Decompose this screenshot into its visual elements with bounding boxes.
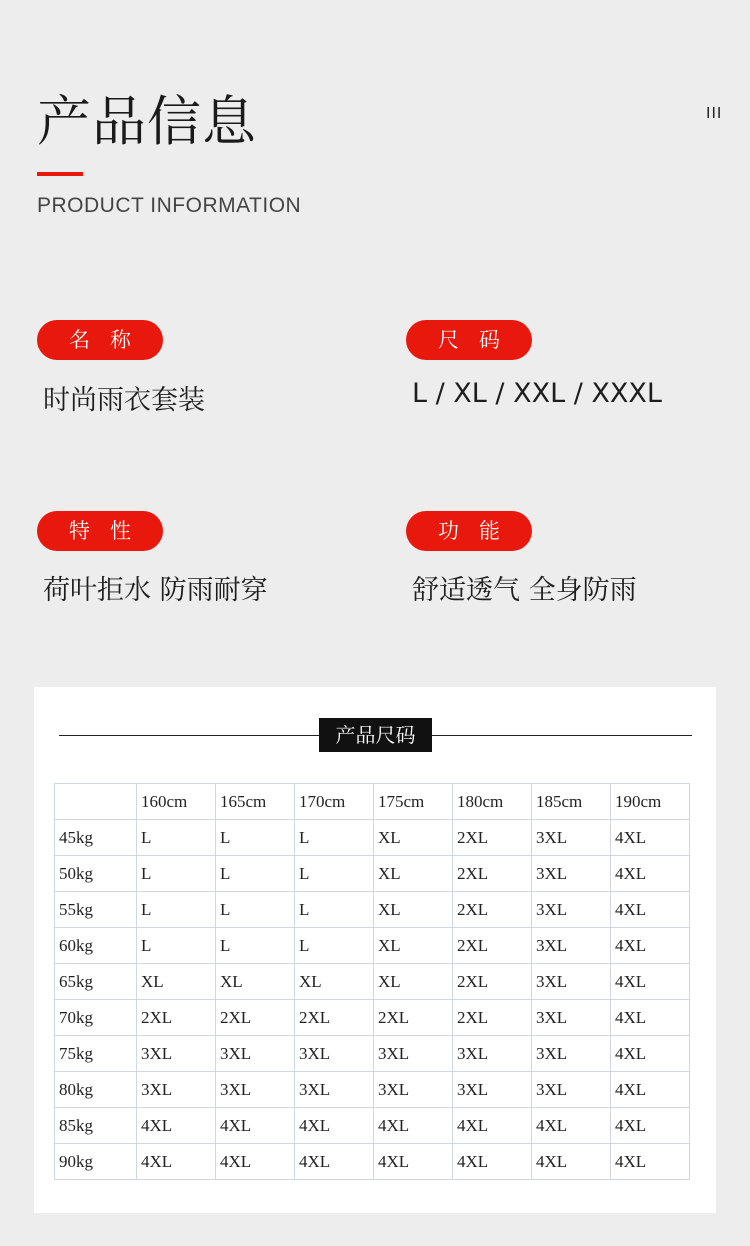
table-cell: L (295, 856, 374, 892)
size-chart-title: 产品尺码 (319, 718, 432, 752)
page-title: 产品信息 (37, 90, 257, 153)
table-cell: 4XL (611, 964, 690, 1000)
table-cell: 2XL (453, 964, 532, 1000)
label-size: 尺码 (406, 320, 532, 360)
table-header-cell (55, 784, 137, 820)
table-cell: L (137, 928, 216, 964)
table-cell: 3XL (532, 856, 611, 892)
page-subtitle: PRODUCT INFORMATION (37, 194, 302, 217)
table-header-cell: 170cm (295, 784, 374, 820)
divider-left (59, 735, 319, 736)
table-cell: 3XL (453, 1036, 532, 1072)
table-cell: 3XL (374, 1036, 453, 1072)
table-header-row (55, 784, 690, 820)
table-row-label: 50kg (55, 856, 137, 892)
table-cell: XL (295, 964, 374, 1000)
table-cell: 2XL (453, 820, 532, 856)
table-cell: 2XL (374, 1000, 453, 1036)
table-header-cell: 165cm (216, 784, 295, 820)
table-cell: 3XL (453, 1072, 532, 1108)
value-feature: 荷叶拒水 防雨耐穿 (43, 575, 268, 606)
table-cell: 2XL (137, 1000, 216, 1036)
table-cell: XL (374, 820, 453, 856)
table-cell: 4XL (532, 1108, 611, 1144)
table-cell: L (295, 928, 374, 964)
table-cell: 4XL (453, 1144, 532, 1180)
table-row (55, 1108, 690, 1144)
label-function: 功能 (406, 511, 532, 551)
table-cell: 3XL (137, 1072, 216, 1108)
table-cell: L (216, 892, 295, 928)
table-cell: 2XL (453, 856, 532, 892)
table-cell: 4XL (611, 1000, 690, 1036)
table-cell: 4XL (611, 892, 690, 928)
value-size: L / XL / XXL / XXXL (412, 378, 662, 409)
corner-mark: III (706, 105, 723, 122)
table-cell: 3XL (532, 1036, 611, 1072)
table-cell: 2XL (453, 892, 532, 928)
table-cell: 4XL (611, 820, 690, 856)
table-cell: 3XL (295, 1072, 374, 1108)
table-cell: 3XL (532, 928, 611, 964)
table-cell: 3XL (532, 892, 611, 928)
table-row (55, 820, 690, 856)
table-cell: 4XL (611, 1108, 690, 1144)
table-cell: L (137, 820, 216, 856)
table-row (55, 928, 690, 964)
table-cell: XL (216, 964, 295, 1000)
table-header-cell: 180cm (453, 784, 532, 820)
table-header-cell: 185cm (532, 784, 611, 820)
table-cell: L (137, 892, 216, 928)
table-cell: 3XL (295, 1036, 374, 1072)
table-cell: L (295, 892, 374, 928)
table-row (55, 1036, 690, 1072)
table-cell: 4XL (611, 928, 690, 964)
table-cell: 3XL (137, 1036, 216, 1072)
table-cell: 4XL (374, 1144, 453, 1180)
table-cell: 3XL (216, 1036, 295, 1072)
table-row (55, 1144, 690, 1180)
table-cell: 2XL (453, 928, 532, 964)
table-row (55, 964, 690, 1000)
table-cell: 4XL (611, 1036, 690, 1072)
table-row-label: 60kg (55, 928, 137, 964)
table-cell: 3XL (532, 1000, 611, 1036)
table-cell: L (216, 820, 295, 856)
size-chart-card (34, 687, 716, 1213)
table-cell: 3XL (532, 964, 611, 1000)
table-row-label: 75kg (55, 1036, 137, 1072)
table-cell: 2XL (295, 1000, 374, 1036)
table-cell: XL (374, 856, 453, 892)
value-name: 时尚雨衣套装 (43, 385, 205, 416)
table-cell: 3XL (374, 1072, 453, 1108)
table-row (55, 1072, 690, 1108)
table-cell: XL (374, 892, 453, 928)
label-name: 名称 (37, 320, 163, 360)
divider-right (432, 735, 692, 736)
table-cell: 4XL (137, 1108, 216, 1144)
table-row-label: 65kg (55, 964, 137, 1000)
table-cell: 3XL (532, 1072, 611, 1108)
table-row-label: 45kg (55, 820, 137, 856)
table-header-cell: 160cm (137, 784, 216, 820)
size-table (54, 783, 690, 1180)
table-row-label: 85kg (55, 1108, 137, 1144)
table-cell: L (295, 820, 374, 856)
table-cell: 3XL (216, 1072, 295, 1108)
table-cell: XL (374, 964, 453, 1000)
table-cell: 4XL (295, 1144, 374, 1180)
table-header-cell: 175cm (374, 784, 453, 820)
title-accent-bar (37, 172, 83, 176)
table-cell: 2XL (453, 1000, 532, 1036)
table-cell: 4XL (611, 856, 690, 892)
table-cell: XL (374, 928, 453, 964)
table-row (55, 1000, 690, 1036)
table-row (55, 892, 690, 928)
table-cell: XL (137, 964, 216, 1000)
value-function: 舒适透气 全身防雨 (412, 575, 637, 606)
table-cell: L (216, 856, 295, 892)
table-header-cell: 190cm (611, 784, 690, 820)
label-feature: 特性 (37, 511, 163, 551)
table-cell: 4XL (532, 1144, 611, 1180)
table-cell: 4XL (295, 1108, 374, 1144)
table-cell: 4XL (611, 1072, 690, 1108)
table-row-label: 70kg (55, 1000, 137, 1036)
table-row (55, 856, 690, 892)
table-cell: 4XL (216, 1108, 295, 1144)
table-cell: 4XL (453, 1108, 532, 1144)
table-cell: L (216, 928, 295, 964)
table-cell: 4XL (374, 1108, 453, 1144)
table-row-label: 90kg (55, 1144, 137, 1180)
table-cell: 4XL (216, 1144, 295, 1180)
table-cell: 4XL (611, 1144, 690, 1180)
table-cell: 2XL (216, 1000, 295, 1036)
table-row-label: 55kg (55, 892, 137, 928)
table-cell: 4XL (137, 1144, 216, 1180)
table-row-label: 80kg (55, 1072, 137, 1108)
table-cell: 3XL (532, 820, 611, 856)
table-cell: L (137, 856, 216, 892)
